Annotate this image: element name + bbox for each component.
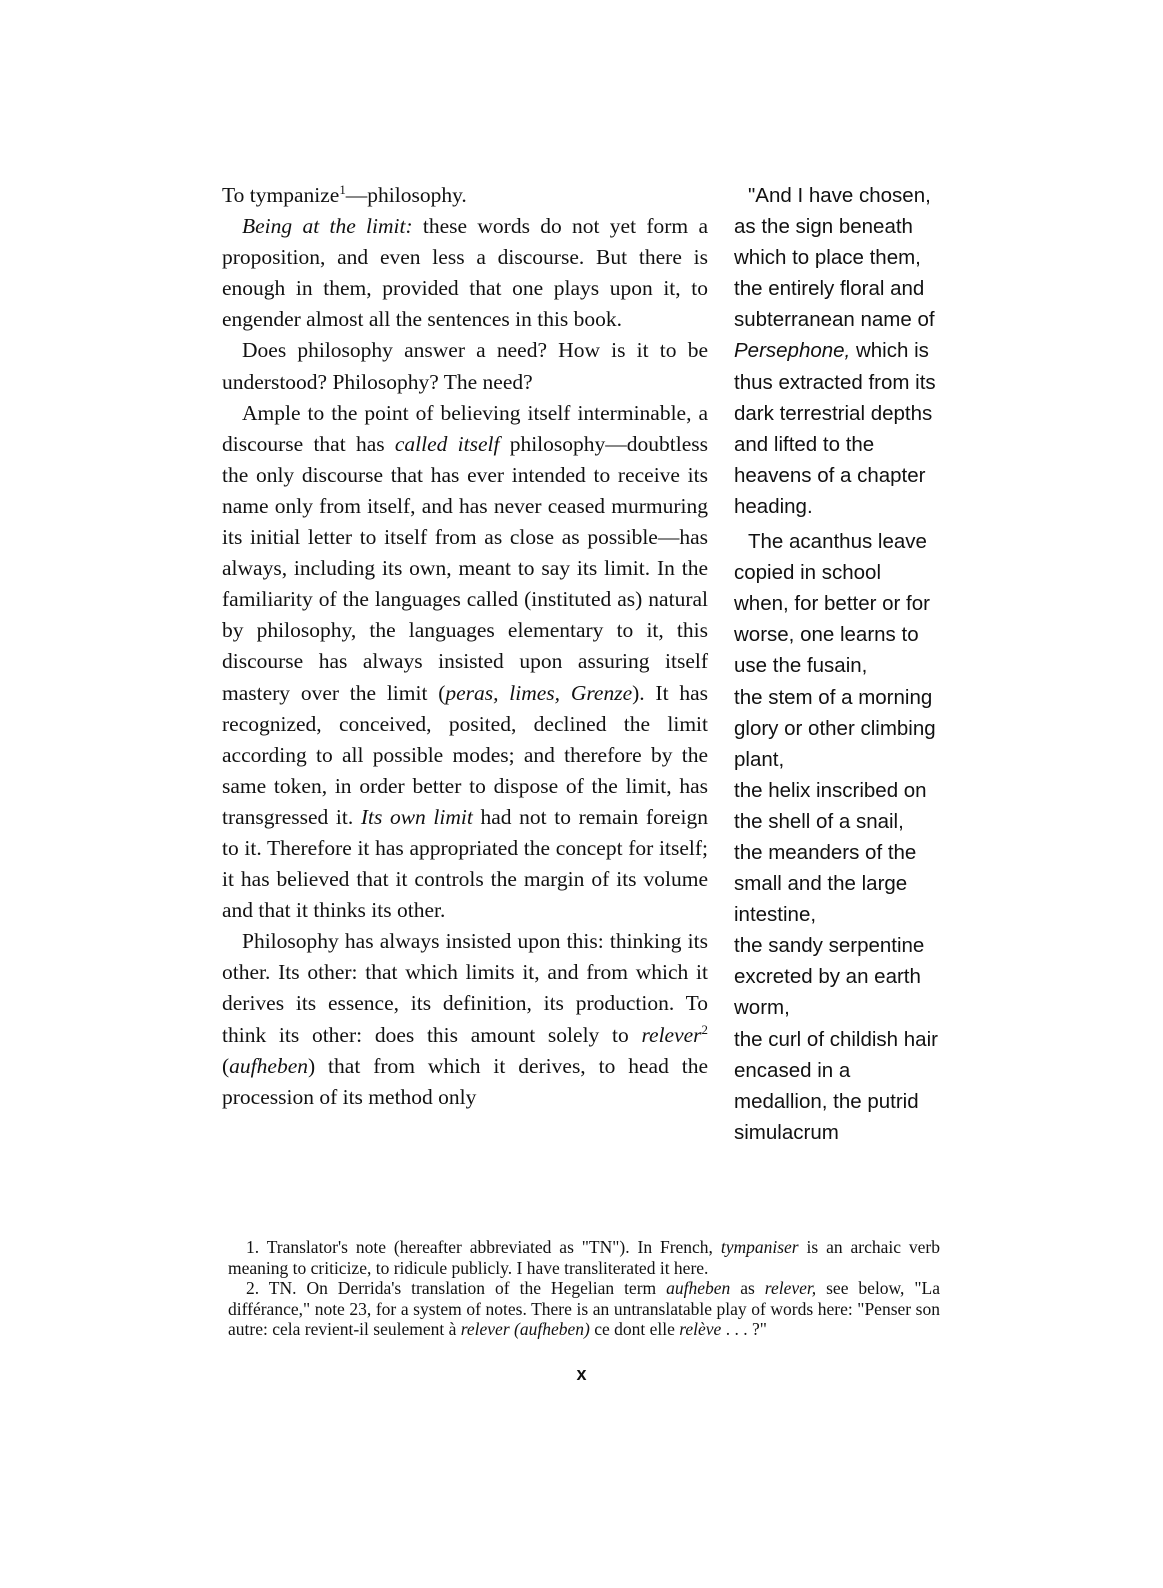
paragraph-text: these words do not yet form a proposition, and even less a discourse. But there is enough in them, provided that one plays upon it, to engender almost all the sentences in this book. xyxy=(222,214,708,332)
italic-phrase: relever xyxy=(641,1022,702,1047)
footnote-text: 2. TN. On Derrida's translation of the Hegelian term xyxy=(246,1278,667,1298)
paragraph-1 xyxy=(222,180,708,211)
side-text: the helix inscribed on the shell of a snail, xyxy=(734,778,927,833)
side-text-column xyxy=(734,180,938,1148)
paragraph-text: Does philosophy answer a need? How is it to be understood? Philosophy? The need? xyxy=(222,338,708,394)
italic-phrase: relever (aufheben) xyxy=(460,1319,590,1339)
paragraph-2 xyxy=(222,211,708,335)
paragraph-text: Philosophy has always insisted upon this: thinking its other. Its other: that which limits it, and from which it derives its essence, its definition, its production. To think its other: does this amount solely to xyxy=(222,929,708,1047)
italic-phrase: aufheben xyxy=(229,1053,308,1078)
side-text: the curl of childish hair encased in a medallion, the putrid simulacrum xyxy=(734,1027,938,1144)
side-paragraph-2 xyxy=(734,526,938,681)
paragraph-text: ( xyxy=(222,1053,230,1078)
footnote-text: is an archaic verb meaning to criticize, to ridicule publicly. I have transliterated it here. xyxy=(228,1237,940,1278)
paragraph-3 xyxy=(222,335,708,397)
side-paragraph-4 xyxy=(734,775,938,837)
side-text: The acanthus leave copied in school when, for better or for worse, one learns to use the fusain, xyxy=(734,530,930,678)
italic-phrase: relève xyxy=(679,1319,722,1339)
italic-phrase: relever, xyxy=(764,1278,817,1298)
paragraph-4 xyxy=(222,398,708,927)
side-text: the sandy serpentine excreted by an earth worm, xyxy=(734,934,925,1020)
footnote-text: see below, "La différance," note 23, for a system of notes. There is an untranslatable play of words here: "Penser son autre: cela revient-il seulement à xyxy=(228,1278,941,1339)
side-text: the stem of a morning glory or other climbing plant, xyxy=(734,685,936,771)
paragraph-text: had not to remain foreign to it. Therefore it has appropriated the concept for itself; it has believed that it controls the margin of its volume and that it thinks its other. xyxy=(222,804,708,923)
paragraph-text: philosophy—doubtless the only discourse that has ever intended to receive its name only from itself, and has never ceased murmuring its initial letter to itself from as close as possible—has always, including its own, meant to say its limit. In the familiarity of the languages called (instituted as) natural by philosophy, the languages elementary to it, this discourse has always insisted upon assuring itself mastery over the limit ( xyxy=(222,431,708,705)
side-paragraph-3 xyxy=(734,682,938,775)
paragraph-text: —philosophy. xyxy=(345,183,467,207)
footnote-text: . . . ?" xyxy=(721,1319,767,1339)
side-paragraph-1 xyxy=(734,180,938,522)
italic-phrase: called itself xyxy=(394,431,500,456)
footnote-ref-1: 1 xyxy=(339,182,346,197)
footnote-ref-2: 2 xyxy=(701,1022,708,1037)
side-text: the meanders of the small and the large intestine, xyxy=(734,840,917,927)
side-text: "And I have chosen, as the sign beneath which to place them, the entirely floral and subterranean name of xyxy=(734,184,935,332)
side-text: which is thus extracted from its dark terrestrial depths and lifted to the heavens of a chapter heading. xyxy=(734,339,936,518)
italic-phrase: peras, limes, Grenze xyxy=(445,680,633,705)
footnote-text: ce dont elle xyxy=(589,1319,680,1339)
footnote-text: 1. Translator's note (hereafter abbreviated as "TN"). In French, xyxy=(246,1237,721,1257)
footnote-2 xyxy=(228,1278,940,1340)
footnote-1 xyxy=(228,1237,940,1278)
italic-phrase: Persephone, xyxy=(734,339,851,363)
italic-phrase: aufheben xyxy=(666,1278,731,1298)
paragraph-text: ) that from which it derives, to head the procession of its method only xyxy=(222,1053,708,1109)
paragraph-text: ). It has recognized, conceived, posited, declined the limit according to all possible modes; and therefore by the same token, in order better to dispose of the limit, has transgressed it. xyxy=(222,680,708,829)
italic-phrase: Its own limit xyxy=(360,804,473,829)
side-paragraph-7 xyxy=(734,1024,938,1148)
italic-phrase: Being at the limit: xyxy=(242,214,413,239)
side-paragraph-6 xyxy=(734,930,938,1023)
side-paragraph-5 xyxy=(734,837,938,930)
footnotes xyxy=(228,1237,940,1340)
paragraph-5 xyxy=(222,926,708,1113)
footnote-text: as xyxy=(730,1278,765,1298)
paragraph-text: To tympanize xyxy=(222,183,340,207)
paragraph-text: Ample to the point of believing itself interminable, a discourse that has xyxy=(222,400,708,456)
italic-phrase: tympaniser xyxy=(720,1237,799,1257)
page-number: x xyxy=(576,1364,587,1384)
main-text-column xyxy=(222,180,708,1113)
